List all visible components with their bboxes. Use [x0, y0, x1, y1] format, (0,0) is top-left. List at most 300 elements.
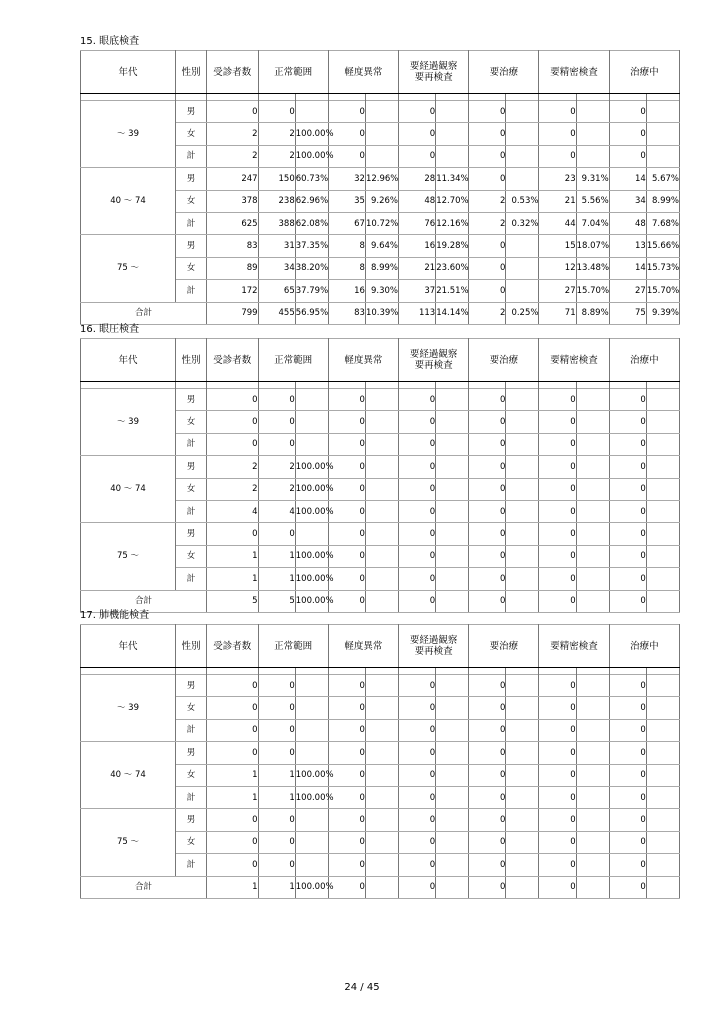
spacer-row	[81, 94, 680, 101]
count-cell: 388	[258, 212, 295, 234]
count-cell: 76	[399, 212, 436, 234]
percent-cell	[576, 568, 609, 590]
percent-cell: 100.00%	[295, 478, 328, 500]
count-cell: 16	[328, 280, 365, 302]
percent-cell	[506, 545, 539, 567]
spacer-cell	[646, 94, 679, 101]
percent-cell	[506, 809, 539, 831]
examinee-count: 1	[206, 568, 258, 590]
spacer-cell	[365, 382, 398, 389]
count-cell: 0	[258, 411, 295, 433]
total-label: 合計	[81, 302, 207, 324]
count-cell: 0	[328, 719, 365, 741]
count-cell: 14	[609, 257, 646, 279]
percent-cell	[365, 719, 398, 741]
age-group-cell: 40 ～ 74	[81, 742, 176, 809]
percent-cell	[576, 675, 609, 697]
spacer-cell	[365, 94, 398, 101]
spacer-cell	[576, 94, 609, 101]
percent-cell	[365, 433, 398, 455]
count-cell: 0	[258, 809, 295, 831]
total-percent: 0.25%	[506, 302, 539, 324]
count-cell: 0	[469, 433, 506, 455]
examinee-count: 0	[206, 742, 258, 764]
count-cell: 0	[258, 101, 295, 123]
count-cell: 0	[469, 280, 506, 302]
total-count: 0	[469, 590, 506, 612]
spacer-row	[81, 668, 680, 675]
spacer-cell	[81, 382, 176, 389]
count-cell: 0	[609, 389, 646, 411]
count-cell: 0	[328, 809, 365, 831]
count-cell: 0	[609, 675, 646, 697]
percent-cell	[576, 697, 609, 719]
percent-cell	[646, 764, 679, 786]
percent-cell	[436, 854, 469, 876]
total-count: 75	[609, 302, 646, 324]
spacer-cell	[206, 668, 258, 675]
spacer-cell	[436, 94, 469, 101]
percent-cell	[576, 809, 609, 831]
header-examinees: 受診者数	[206, 625, 258, 668]
header-watch	[399, 51, 469, 94]
percent-cell	[365, 101, 398, 123]
percent-cell	[576, 500, 609, 522]
percent-cell	[436, 123, 469, 145]
spacer-row	[81, 382, 680, 389]
total-count: 0	[399, 590, 436, 612]
age-group-cell: 75 ～	[81, 809, 176, 876]
percent-cell	[646, 389, 679, 411]
percent-cell: 13.48%	[576, 257, 609, 279]
header-treat: 要治療	[469, 625, 539, 668]
examinee-count: 378	[206, 190, 258, 212]
percent-cell	[436, 786, 469, 808]
examinee-count: 1	[206, 786, 258, 808]
header-under: 治療中	[609, 51, 679, 94]
count-cell: 0	[258, 831, 295, 853]
count-cell: 0	[258, 742, 295, 764]
header-detail: 要精密検査	[539, 625, 609, 668]
percent-cell	[576, 545, 609, 567]
percent-cell	[506, 764, 539, 786]
percent-cell	[365, 545, 398, 567]
count-cell: 0	[469, 568, 506, 590]
percent-cell	[295, 831, 328, 853]
count-cell: 0	[469, 168, 506, 190]
examinee-count: 0	[206, 697, 258, 719]
count-cell: 28	[399, 168, 436, 190]
total-examinees: 799	[206, 302, 258, 324]
total-count: 0	[328, 590, 365, 612]
spacer-cell	[295, 382, 328, 389]
table-row	[81, 456, 680, 478]
count-cell: 0	[539, 697, 576, 719]
count-cell: 0	[469, 456, 506, 478]
count-cell: 2	[258, 145, 295, 167]
count-cell: 0	[609, 145, 646, 167]
age-group-cell: 75 ～	[81, 523, 176, 590]
count-cell: 0	[609, 764, 646, 786]
count-cell: 2	[258, 123, 295, 145]
percent-cell: 21.51%	[436, 280, 469, 302]
percent-cell	[506, 411, 539, 433]
section-title: 15. 眼底検査	[80, 36, 140, 47]
count-cell: 0	[399, 854, 436, 876]
percent-cell	[295, 523, 328, 545]
percent-cell	[576, 433, 609, 455]
spacer-cell	[469, 668, 506, 675]
total-count: 455	[258, 302, 295, 324]
count-cell: 0	[328, 101, 365, 123]
examinee-count: 2	[206, 456, 258, 478]
percent-cell	[646, 545, 679, 567]
header-under: 治療中	[609, 339, 679, 382]
count-cell: 0	[609, 697, 646, 719]
percent-cell	[295, 719, 328, 741]
spacer-cell	[576, 668, 609, 675]
count-cell: 0	[399, 568, 436, 590]
spacer-cell	[399, 668, 436, 675]
percent-cell	[506, 433, 539, 455]
percent-cell	[365, 786, 398, 808]
percent-cell	[646, 145, 679, 167]
spacer-cell	[539, 382, 576, 389]
count-cell: 0	[469, 500, 506, 522]
spacer-cell	[399, 94, 436, 101]
spacer-cell	[646, 668, 679, 675]
percent-cell	[646, 478, 679, 500]
examinee-count: 0	[206, 719, 258, 741]
spacer-cell	[469, 382, 506, 389]
percent-cell	[646, 786, 679, 808]
examinee-count: 2	[206, 145, 258, 167]
header-under: 治療中	[609, 625, 679, 668]
spacer-cell	[506, 668, 539, 675]
percent-cell: 100.00%	[295, 500, 328, 522]
percent-cell	[295, 389, 328, 411]
percent-cell: 12.96%	[365, 168, 398, 190]
percent-cell	[365, 742, 398, 764]
count-cell: 0	[609, 742, 646, 764]
count-cell: 0	[539, 389, 576, 411]
spacer-cell	[328, 382, 365, 389]
percent-cell	[646, 433, 679, 455]
percent-cell	[646, 719, 679, 741]
count-cell: 0	[539, 764, 576, 786]
percent-cell	[576, 831, 609, 853]
percent-cell: 60.73%	[295, 168, 328, 190]
age-group-cell: 40 ～ 74	[81, 456, 176, 523]
percent-cell	[436, 568, 469, 590]
table-row	[81, 235, 680, 257]
count-cell: 0	[399, 697, 436, 719]
header-sex: 性別	[175, 51, 206, 94]
count-cell: 0	[539, 675, 576, 697]
sex-cell: 男	[175, 523, 206, 545]
header-watch-line2: 要再検査	[414, 360, 453, 371]
percent-cell	[436, 523, 469, 545]
sex-cell: 女	[175, 123, 206, 145]
count-cell: 0	[258, 389, 295, 411]
count-cell: 0	[258, 719, 295, 741]
total-count: 71	[539, 302, 576, 324]
total-percent	[436, 876, 469, 898]
count-cell: 2	[469, 212, 506, 234]
count-cell: 0	[469, 809, 506, 831]
count-cell: 0	[539, 433, 576, 455]
count-cell: 1	[258, 545, 295, 567]
spacer-cell	[258, 668, 295, 675]
percent-cell	[295, 854, 328, 876]
count-cell: 0	[609, 123, 646, 145]
total-count: 5	[258, 590, 295, 612]
percent-cell: 100.00%	[295, 545, 328, 567]
total-count: 0	[399, 876, 436, 898]
count-cell: 48	[609, 212, 646, 234]
count-cell: 0	[399, 719, 436, 741]
percent-cell	[436, 831, 469, 853]
age-group-cell: 40 ～ 74	[81, 168, 176, 235]
percent-cell: 62.08%	[295, 212, 328, 234]
count-cell: 0	[258, 523, 295, 545]
examinee-count: 247	[206, 168, 258, 190]
table-row	[81, 809, 680, 831]
header-watch-line1: 要経過観察	[409, 61, 458, 72]
percent-cell	[506, 523, 539, 545]
sex-cell: 計	[175, 145, 206, 167]
percent-cell	[436, 764, 469, 786]
percent-cell: 7.68%	[646, 212, 679, 234]
count-cell: 35	[328, 190, 365, 212]
count-cell: 0	[539, 478, 576, 500]
percent-cell: 15.73%	[646, 257, 679, 279]
percent-cell	[506, 145, 539, 167]
count-cell: 238	[258, 190, 295, 212]
percent-cell	[365, 456, 398, 478]
sex-cell: 男	[175, 101, 206, 123]
total-percent	[646, 590, 679, 612]
spacer-cell	[365, 668, 398, 675]
sex-cell: 計	[175, 719, 206, 741]
count-cell: 0	[399, 101, 436, 123]
percent-cell	[365, 697, 398, 719]
header-examinees: 受診者数	[206, 51, 258, 94]
percent-cell	[646, 831, 679, 853]
examinee-count: 4	[206, 500, 258, 522]
count-cell: 4	[258, 500, 295, 522]
percent-cell	[506, 742, 539, 764]
count-cell: 0	[469, 719, 506, 741]
total-count: 0	[539, 590, 576, 612]
percent-cell	[506, 389, 539, 411]
percent-cell	[436, 478, 469, 500]
count-cell: 0	[609, 523, 646, 545]
count-cell: 0	[328, 675, 365, 697]
percent-cell: 12.16%	[436, 212, 469, 234]
table-row	[81, 675, 680, 697]
percent-cell	[506, 123, 539, 145]
percent-cell	[365, 675, 398, 697]
percent-cell	[506, 854, 539, 876]
percent-cell	[646, 809, 679, 831]
percent-cell	[646, 675, 679, 697]
table-row	[81, 101, 680, 123]
count-cell: 0	[539, 123, 576, 145]
total-count: 83	[328, 302, 365, 324]
count-cell: 0	[609, 456, 646, 478]
count-cell: 0	[399, 523, 436, 545]
examinee-count: 0	[206, 831, 258, 853]
percent-cell: 18.07%	[576, 235, 609, 257]
count-cell: 0	[399, 742, 436, 764]
count-cell: 0	[258, 433, 295, 455]
percent-cell: 12.70%	[436, 190, 469, 212]
spacer-cell	[206, 94, 258, 101]
percent-cell: 0.53%	[506, 190, 539, 212]
percent-cell	[436, 101, 469, 123]
percent-cell: 9.31%	[576, 168, 609, 190]
spacer-cell	[258, 382, 295, 389]
count-cell: 0	[539, 523, 576, 545]
header-examinees: 受診者数	[206, 339, 258, 382]
percent-cell: 7.04%	[576, 212, 609, 234]
total-percent: 8.89%	[576, 302, 609, 324]
count-cell: 67	[328, 212, 365, 234]
count-cell: 12	[539, 257, 576, 279]
header-age: 年代	[81, 51, 176, 94]
page-number: 24 / 45	[344, 982, 380, 993]
sex-cell: 計	[175, 433, 206, 455]
percent-cell: 15.70%	[576, 280, 609, 302]
spacer-cell	[295, 94, 328, 101]
spacer-cell	[175, 94, 206, 101]
count-cell: 0	[469, 545, 506, 567]
percent-cell: 37.35%	[295, 235, 328, 257]
count-cell: 0	[328, 742, 365, 764]
sex-cell: 男	[175, 809, 206, 831]
spacer-cell	[295, 668, 328, 675]
total-percent: 100.00%	[295, 590, 328, 612]
sex-cell: 女	[175, 545, 206, 567]
header-sex: 性別	[175, 339, 206, 382]
sex-cell: 男	[175, 389, 206, 411]
percent-cell	[506, 456, 539, 478]
count-cell: 0	[469, 411, 506, 433]
count-cell: 0	[469, 478, 506, 500]
percent-cell	[646, 456, 679, 478]
percent-cell	[436, 500, 469, 522]
count-cell: 0	[469, 697, 506, 719]
sex-cell: 女	[175, 478, 206, 500]
count-cell: 0	[469, 854, 506, 876]
total-count: 0	[539, 876, 576, 898]
percent-cell: 62.96%	[295, 190, 328, 212]
results-table	[80, 338, 680, 613]
total-count: 113	[399, 302, 436, 324]
percent-cell: 8.99%	[365, 257, 398, 279]
examinee-count: 0	[206, 809, 258, 831]
total-row	[81, 876, 680, 898]
sex-cell: 計	[175, 500, 206, 522]
count-cell: 0	[328, 411, 365, 433]
count-cell: 0	[328, 545, 365, 567]
header-normal: 正常範囲	[258, 625, 328, 668]
count-cell: 0	[469, 257, 506, 279]
count-cell: 0	[609, 500, 646, 522]
count-cell: 0	[399, 786, 436, 808]
total-percent	[436, 590, 469, 612]
count-cell: 150	[258, 168, 295, 190]
percent-cell	[576, 719, 609, 741]
percent-cell	[576, 478, 609, 500]
header-treat: 要治療	[469, 51, 539, 94]
examinee-count: 83	[206, 235, 258, 257]
percent-cell	[295, 742, 328, 764]
total-percent	[506, 590, 539, 612]
percent-cell	[365, 123, 398, 145]
count-cell: 0	[609, 101, 646, 123]
percent-cell	[365, 523, 398, 545]
percent-cell: 10.72%	[365, 212, 398, 234]
percent-cell	[506, 675, 539, 697]
percent-cell	[506, 568, 539, 590]
percent-cell: 8.99%	[646, 190, 679, 212]
count-cell: 0	[328, 123, 365, 145]
percent-cell	[506, 280, 539, 302]
percent-cell	[365, 411, 398, 433]
examinee-count: 2	[206, 123, 258, 145]
count-cell: 48	[399, 190, 436, 212]
count-cell: 27	[609, 280, 646, 302]
examinee-count: 0	[206, 411, 258, 433]
total-percent: 56.95%	[295, 302, 328, 324]
count-cell: 0	[539, 456, 576, 478]
percent-cell	[365, 809, 398, 831]
percent-cell	[576, 456, 609, 478]
total-row	[81, 302, 680, 324]
spacer-cell	[506, 94, 539, 101]
header-detail: 要精密検査	[539, 339, 609, 382]
count-cell: 0	[539, 786, 576, 808]
count-cell: 0	[469, 523, 506, 545]
count-cell: 2	[258, 456, 295, 478]
count-cell: 0	[609, 786, 646, 808]
percent-cell	[295, 433, 328, 455]
count-cell: 0	[609, 568, 646, 590]
percent-cell	[436, 742, 469, 764]
spacer-cell	[609, 382, 646, 389]
total-percent: 10.39%	[365, 302, 398, 324]
percent-cell	[646, 523, 679, 545]
percent-cell	[506, 257, 539, 279]
examinee-count: 625	[206, 212, 258, 234]
total-count: 2	[469, 302, 506, 324]
sex-cell: 計	[175, 212, 206, 234]
count-cell: 0	[328, 523, 365, 545]
percent-cell	[646, 568, 679, 590]
count-cell: 0	[399, 456, 436, 478]
percent-cell: 15.70%	[646, 280, 679, 302]
count-cell: 0	[399, 545, 436, 567]
spacer-cell	[81, 94, 176, 101]
count-cell: 0	[328, 831, 365, 853]
count-cell: 0	[328, 568, 365, 590]
header-treat: 要治療	[469, 339, 539, 382]
count-cell: 8	[328, 235, 365, 257]
count-cell: 0	[539, 831, 576, 853]
percent-cell	[295, 101, 328, 123]
